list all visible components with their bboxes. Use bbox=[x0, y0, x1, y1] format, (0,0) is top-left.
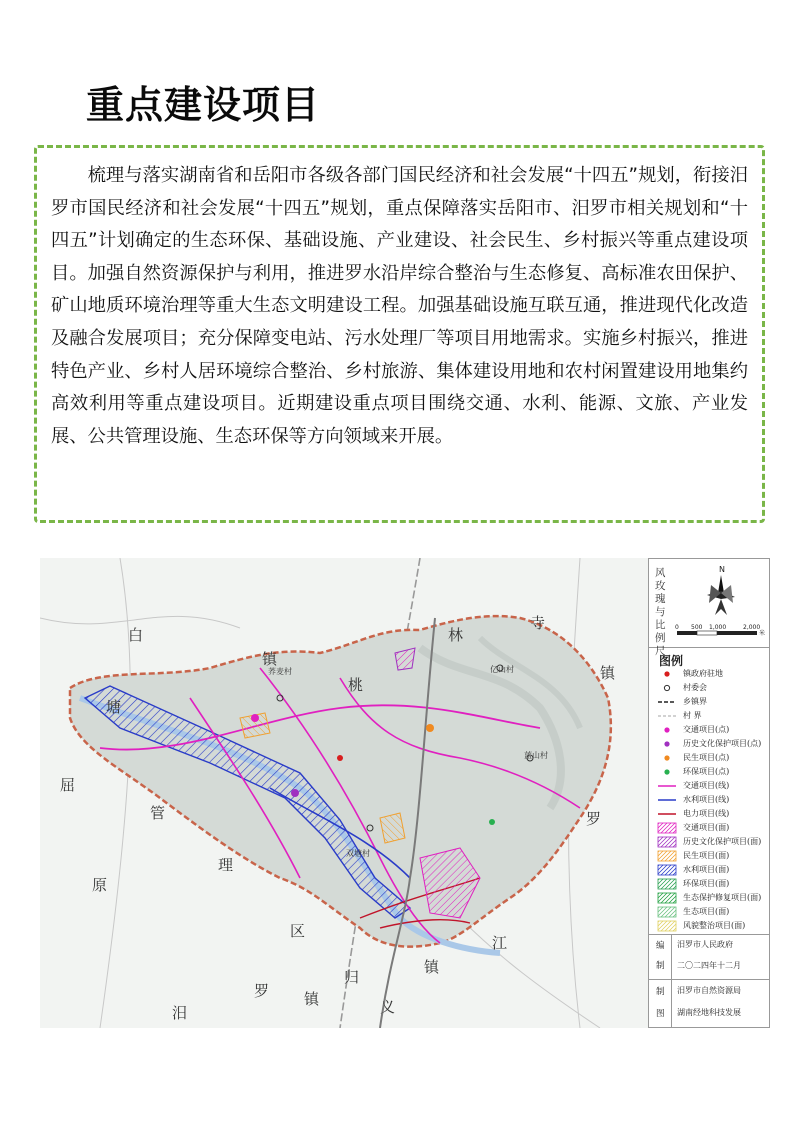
intro-box bbox=[34, 145, 765, 523]
legend-label: 民生项目(面) bbox=[683, 851, 730, 860]
region-label: 归 bbox=[344, 968, 360, 986]
region-label: 汨 bbox=[172, 1004, 188, 1022]
legend-label: 历史文化保护项目(面) bbox=[683, 837, 762, 846]
legend-symbol bbox=[657, 794, 677, 806]
maker-value: 汨罗市自然资源局 bbox=[677, 986, 741, 995]
legend-item bbox=[657, 850, 769, 863]
date-value: 二〇二四年十二月 bbox=[677, 961, 741, 970]
legend-item bbox=[657, 752, 769, 765]
legend-item bbox=[657, 766, 769, 779]
maker-key-char: 制 bbox=[656, 987, 665, 997]
scale-tick: 1,000 bbox=[709, 624, 727, 631]
scale-tick: 500 bbox=[691, 624, 703, 631]
legend-item bbox=[657, 864, 769, 877]
region-label: 罗 bbox=[254, 982, 270, 1000]
legend-symbol bbox=[657, 696, 677, 708]
legend-item bbox=[657, 878, 769, 891]
legend-label: 环保项目(点) bbox=[683, 767, 730, 776]
legend-label: 环保项目(面) bbox=[683, 879, 730, 888]
legend-item bbox=[657, 696, 769, 709]
region-label: 镇 bbox=[424, 958, 440, 976]
legend-label: 历史文化保护项目(点) bbox=[683, 739, 762, 748]
legend-symbol bbox=[657, 836, 677, 848]
region-label: 原 bbox=[92, 876, 108, 894]
legend-item bbox=[657, 836, 769, 849]
region-label: 塘 bbox=[106, 698, 122, 716]
editor-key-char: 制 bbox=[656, 961, 665, 971]
legend-label: 电力项目(线) bbox=[683, 809, 730, 818]
legend-heading: 图例 bbox=[659, 654, 684, 668]
legend-item bbox=[657, 906, 769, 919]
legend-item bbox=[657, 822, 769, 835]
legend-item bbox=[657, 724, 769, 737]
village-label: 荞麦村 bbox=[268, 667, 292, 676]
compass-title: 风玫瑰与比例尺 bbox=[655, 567, 666, 657]
legend-label: 生态项目(面) bbox=[683, 907, 730, 916]
north-label: N bbox=[719, 565, 725, 574]
legend-item bbox=[657, 682, 769, 695]
editor-key-char: 编 bbox=[656, 941, 665, 951]
legend-item bbox=[657, 668, 769, 681]
legend-symbol bbox=[657, 766, 677, 778]
legend-symbol bbox=[657, 668, 677, 680]
legend-item bbox=[657, 794, 769, 807]
legend-symbol bbox=[657, 850, 677, 862]
maker-key-char: 图 bbox=[656, 1009, 665, 1019]
legend-symbol bbox=[657, 724, 677, 736]
wind-rose-icon bbox=[697, 563, 745, 619]
compass-cell bbox=[649, 559, 769, 657]
legend-panel bbox=[648, 558, 770, 1028]
editor-key bbox=[649, 935, 672, 979]
editor-row bbox=[649, 935, 769, 980]
legend-symbol bbox=[657, 808, 677, 820]
region-label: 江 bbox=[492, 934, 508, 952]
maker-value: 湖南经地科技发展 bbox=[677, 1008, 741, 1017]
scale-unit: 米 bbox=[759, 630, 766, 637]
region-label: 白 bbox=[128, 626, 144, 644]
livelihood-point bbox=[426, 724, 434, 732]
region-label: 管 bbox=[150, 804, 166, 822]
legend-cell bbox=[649, 648, 769, 935]
region-label: 区 bbox=[290, 922, 306, 940]
scale-bar bbox=[673, 621, 767, 641]
legend-item bbox=[657, 892, 769, 905]
legend-label: 交通项目(线) bbox=[683, 781, 730, 790]
village-label: 蓝山村 bbox=[524, 751, 548, 760]
editor-value: 汨罗市人民政府 bbox=[677, 940, 733, 949]
region-label: 理 bbox=[218, 856, 234, 874]
legend-symbol bbox=[657, 780, 677, 792]
legend-label: 水利项目(线) bbox=[683, 795, 730, 804]
town-seat bbox=[337, 755, 343, 761]
region-label: 镇 bbox=[262, 650, 278, 668]
legend-symbol bbox=[657, 864, 677, 876]
legend-label: 风貌整治项目(面) bbox=[683, 921, 746, 930]
legend-symbol bbox=[657, 906, 677, 918]
legend-label: 乡镇界 bbox=[683, 697, 707, 706]
legend-label: 生态保护修复项目(面) bbox=[683, 893, 762, 902]
legend-label: 交通项目(面) bbox=[683, 823, 730, 832]
legend-label: 民生项目(点) bbox=[683, 753, 730, 762]
region-label: 罗 bbox=[586, 810, 602, 828]
legend-symbol bbox=[657, 710, 677, 722]
village-label: 双塘村 bbox=[346, 849, 370, 858]
legend-symbol bbox=[657, 920, 677, 932]
project-map bbox=[40, 558, 648, 1028]
legend-label: 村委会 bbox=[683, 683, 707, 692]
legend-symbol bbox=[657, 878, 677, 890]
scale-tick: 0 bbox=[675, 624, 679, 631]
legend-label: 村 界 bbox=[683, 711, 702, 720]
region-label: 屈 bbox=[60, 776, 76, 794]
region-label: 寺 bbox=[530, 614, 546, 632]
scale-tick: 2,000 bbox=[743, 624, 761, 631]
region-label: 桃 bbox=[348, 676, 364, 694]
region-label: 林 bbox=[448, 626, 464, 644]
region-label: 义 bbox=[380, 998, 396, 1016]
region-label: 镇 bbox=[304, 990, 320, 1008]
village-label: 亿山村 bbox=[490, 665, 514, 674]
traffic-point bbox=[251, 714, 259, 722]
maker-row bbox=[649, 979, 769, 1027]
legend-label: 镇政府驻地 bbox=[683, 669, 723, 678]
legend-symbol bbox=[657, 822, 677, 834]
legend-label: 交通项目(点) bbox=[683, 725, 730, 734]
legend-symbol bbox=[657, 752, 677, 764]
region-label: 镇 bbox=[600, 664, 616, 682]
livelihood-project-area bbox=[380, 813, 405, 843]
legend-symbol bbox=[657, 738, 677, 750]
intro-paragraph: 梳理与落实湖南省和岳阳市各级各部门国民经济和社会发展“十四五”规划，衔接汨罗市国民经济和社会发展“十四五”规划，重点保障落实岳阳市、汨罗市相关规划和“十四五”计划确定的生态环保、基础设施、产业建设、社会民生、乡村振兴等重点建设项目。加强自然资源保护与利用，推进罗水沿岸综合整治与生态修复、高标准农田保护、矿山地质环境治理等重大生态文明建设工程。加强基础设施互联互通，推进现代化改造及融合发展项目；充分保障变电站、污水处理厂等项目用地需求。实施乡村振兴，推进特色产业、乡村人居环境综合整治、乡村旅游、集体建设用地和农村闲置建设用地集约高效利用等重点建设项目。近期建设重点项目围绕交通、水利、能源、文旅、产业发展、公共管理设施、生态环保等方向领域来开展。 bbox=[51, 165, 748, 447]
eco-point bbox=[489, 819, 495, 825]
legend-symbol bbox=[657, 892, 677, 904]
maker-key bbox=[649, 979, 672, 1027]
legend-item bbox=[657, 780, 769, 793]
culture-point bbox=[291, 789, 299, 797]
legend-label: 水利项目(面) bbox=[683, 865, 730, 874]
legend-item bbox=[657, 808, 769, 821]
legend-item bbox=[657, 710, 769, 723]
legend-item bbox=[657, 738, 769, 751]
legend-item bbox=[657, 920, 769, 933]
legend-symbol bbox=[657, 682, 677, 694]
page-title: 重点建设项目 bbox=[86, 83, 321, 127]
